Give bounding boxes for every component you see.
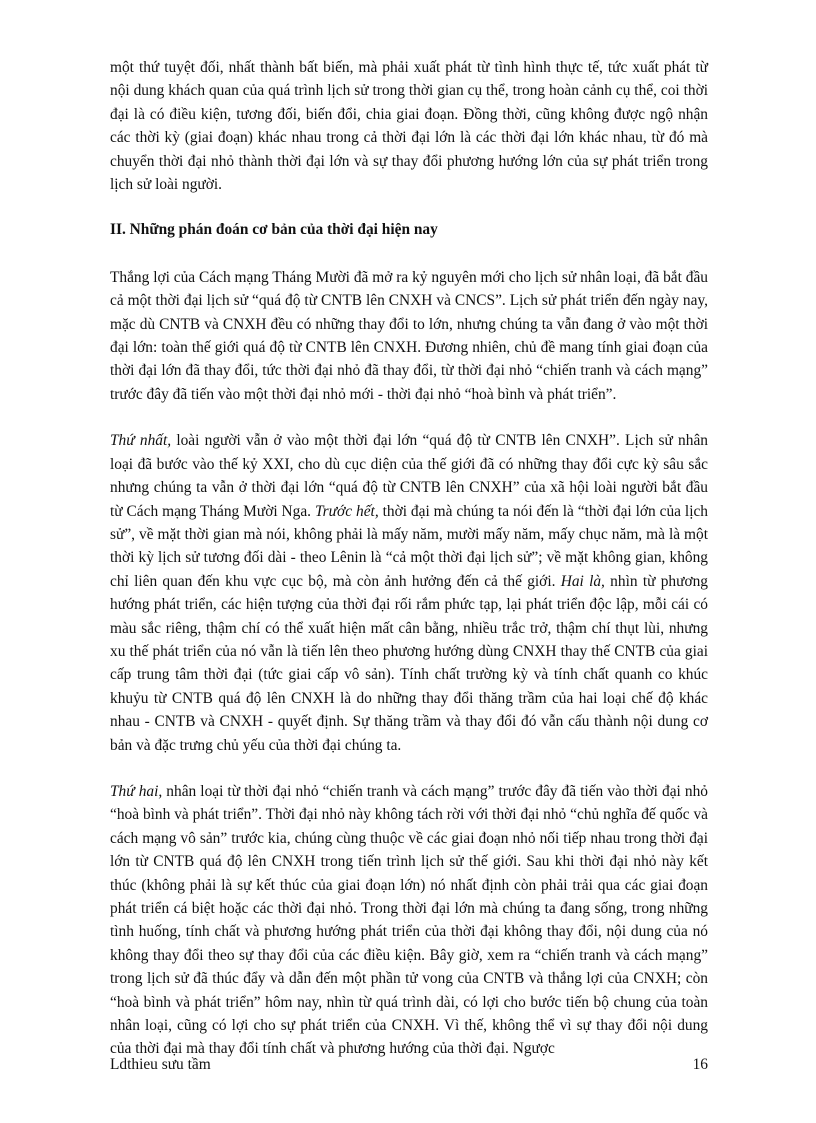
page-number: 16: [692, 1056, 708, 1073]
first-point-lead: Thứ nhất,: [110, 432, 172, 450]
paragraph-victory: Thắng lợi của Cách mạng Tháng Mười đã mở ra kỷ nguyên mới cho lịch sử nhân loại, đã bắt đầu cả một thời đại lịch sử “quá độ từ CNTB lên CNXH và CNCS”. Lịch sử phát triển đến ngày nay, mặc dù CNTB và CNXH đều có những thay đổi to lớn, nhưng chúng ta vẫn đang ở vào một thời đại lớn: toàn thế giới quá độ từ CNTB lên CNXH. Đương nhiên, chủ đề mang tính giai đoạn của thời đại lớn đã thay đổi, tức thời đại nhỏ đã thay đổi, từ thời đại nhỏ “chiến tranh và cách mạng” trước đây đã tiến vào một thời đại nhỏ mới - thời đại nhỏ “hoà bình và phát triển”.: [110, 268, 708, 403]
second-point-lead: Thứ hai,: [110, 782, 163, 800]
section-heading: II. Những phán đoán cơ bản của thời đại hiện nay: [110, 221, 438, 239]
footer-source: Ldthieu sưu tầm: [110, 1056, 211, 1073]
paragraph-first-point: [110, 429, 708, 757]
first-point-em-truoc-het: Trước hết,: [314, 502, 379, 520]
paragraph-intro: một thứ tuyệt đối, nhất thành bất biến, mà phải xuất phát từ tình hình thực tế, tức xuất phát từ nội dung khách quan của quá trình lịch sử trong thời gian cụ thể, trong hoàn cảnh cụ thể, coi thời đại là có điều kiện, tương đối, biến đổi, chia giai đoạn. Đồng thời, cũng không được ngộ nhận các thời kỳ (giai đoạn) khác nhau trong cả thời đại lớn là các thời đại lớn khác nhau, từ đó mà chuyển thời đại nhỏ thành thời đại lớn và sự thay đổi phương hướng lớn của sự phát triển trong lịch sử loài người.: [110, 59, 708, 194]
first-point-text-a: loài người vẫn ở vào một thời đại lớn “quá độ từ CNTB lên CNXH”. Lịch sử nhân loại đã bước vào thế kỷ XXI, cho dù cục diện của thế giới đã có những thay đổi cực kỳ sâu sắc nhưng chúng ta vẫn ở thời đại lớn “quá độ từ CNTB lên CNXH” của xã hội loài người bắt đầu từ Cách mạng Tháng Mười Nga.: [110, 432, 708, 520]
first-point-em-hai-la: Hai là,: [560, 572, 605, 590]
first-point-text-b: thời đại mà chúng ta nói đến là “thời đại lớn của lịch sử”, về mặt thời gian mà nói, không phải là mấy năm, mười mấy năm, mấy chục năm, mà là một thời kỳ lịch sử tương đối dài - theo Lênin là “cả một thời đại lịch sử”; về mặt không gian, không chỉ liên quan đến khu vực cục bộ, mà còn ảnh hưởng đến cả thế giới.: [110, 502, 708, 590]
second-point-text: nhân loại từ thời đại nhỏ “chiến tranh và cách mạng” trước đây đã tiến vào thời đại nhỏ “hoà bình và phát triển”. Thời đại nhỏ này không tách rời với thời đại nhỏ “chủ nghĩa đế quốc và cách mạng vô sản” trước kia, chúng cùng thuộc về các giai đoạn nhỏ nối tiếp nhau trong thời đại lớn từ CNTB quá độ lên CNXH trong tiến trình lịch sử thế giới. Sau khi thời đại nhỏ này kết thúc (không phải là sự kết thúc của giai đoạn lớn) nó nhất định còn phải trải qua các giai đoạn phát triển cá biệt hoặc các thời đại nhỏ. Trong thời đại lớn mà chúng ta đang sống, trong những tình huống, tính chất và phương hướng phát triển của thời đại không thay đổi, nội dung của nó không thay đổi theo sự thay đổi của các điều kiện. Bây giờ, xem ra “chiến tranh và cách mạng” trong lịch sử đã thúc đẩy và dẫn đến một phần tử vong của CNTB và thắng lợi của CNXH; còn “hoà bình và phát triển” hôm nay, nhìn từ quá trình dài, có lợi cho bước tiến bộ chung của toàn nhân loại, cũng có lợi cho sự phát triển của CNXH. Vì thế, không thể vì sự thay đổi nội dung của thời đại mà thay đổi tính chất và phương hướng của thời đại. Ngược: [110, 782, 708, 1058]
first-point-text-c: nhìn từ phương hướng phát triển, các hiện tượng của thời đại rối rắm phức tạp, lại phát triển độc lập, mỗi cái có màu sắc riêng, thậm chí có thể xuất hiện mất cân bằng, nhiều trắc trở, thậm chí thụt lùi, nhưng xu thế phát triển của nó vẫn là tiến lên theo phương hướng dùng CNXH thay thế CNTB của giai cấp trung tâm thời đại (tức giai cấp vô sản). Tính chất trường kỳ và tính chất quanh co khúc khuỷu từ CNTB quá độ lên CNXH là do những thay đổi thăng trầm của hai loại chế độ khác nhau - CNTB và CNXH - quyết định. Sự thăng trầm và thay đổi đó vẫn cấu thành nội dung cơ bản và đặc trưng chủ yếu của thời đại chúng ta.: [110, 572, 708, 754]
paragraph-second-point: [110, 780, 708, 1061]
page-footer: [110, 1053, 708, 1076]
